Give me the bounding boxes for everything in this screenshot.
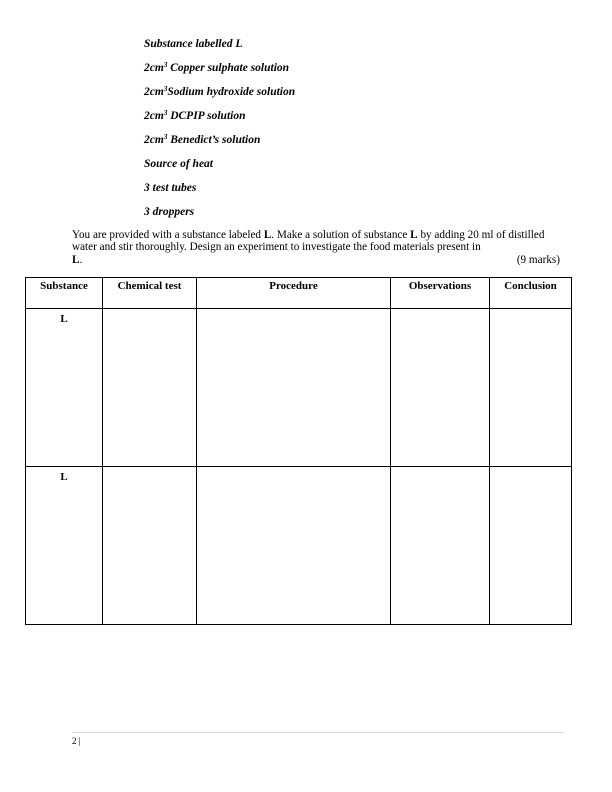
table-header-row [26,278,572,309]
apparatus-item: $2cm^3$ Benedict’s solution [144,133,261,146]
question-instructions [72,229,560,266]
observations-cell[interactable] [391,309,490,467]
apparatus-item: $2cm^3$ DCPIP solution [144,109,246,122]
apparatus-item: 3 test tubes [144,182,197,194]
substance-cell: L [26,309,103,467]
chemical-test-cell[interactable] [103,309,197,467]
apparatus-item: $2cm^3Sodium$ hydroxide solution [144,85,296,98]
header-procedure: Procedure [197,278,391,309]
header-observations: Observations [391,278,490,309]
footer-divider [72,732,564,733]
apparatus-item: Substance labelled L [144,38,243,50]
conclusion-cell[interactable] [490,309,572,467]
substance-cell: L [26,467,103,625]
conclusion-cell[interactable] [490,467,572,625]
apparatus-item: $2cm^3$ Copper sulphate solution [144,61,290,74]
chemical-test-cell[interactable] [103,467,197,625]
apparatus-item: Source of heat [144,158,213,170]
header-conclusion: Conclusion [490,278,572,309]
apparatus-item: 3 droppers [144,206,195,218]
results-table [25,277,572,625]
header-substance: Substance [26,278,103,309]
page-number: 2 | [72,736,81,746]
header-chemical-test: Chemical test [103,278,197,309]
question-text: You are provided with a substance labeled L. Make a solution of substance L by adding 20 ml of distilled water and stir thoroughly. Design an experiment to investigate the food materials present in [72,229,545,254]
observations-cell[interactable] [391,467,490,625]
procedure-cell[interactable] [197,309,391,467]
table-row [26,467,572,625]
procedure-cell[interactable] [197,467,391,625]
table-row [26,309,572,467]
marks-line: L. (9 marks) [72,253,560,266]
marks-allocation: (9 marks) [516,253,560,266]
apparatus-list [144,36,295,228]
